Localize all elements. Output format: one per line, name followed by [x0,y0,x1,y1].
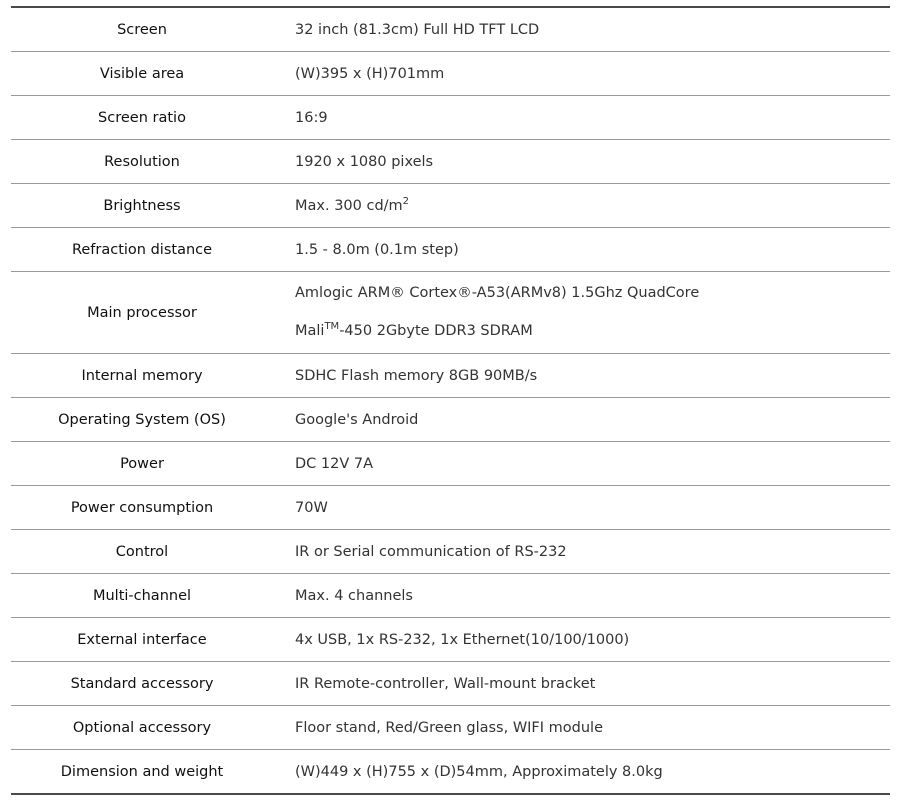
spec-row-multi-channel [11,574,890,618]
spec-value-line [295,322,890,341]
spec-row-external-interface [11,618,890,662]
spec-value: DC 12V 7A [273,442,890,486]
spec-row-control [11,530,890,574]
spec-label: Screen [11,7,273,52]
spec-row-optional-accessory [11,706,890,750]
superscript-text: 2 [402,195,410,207]
spec-value: (W)395 x (H)701mm [273,52,890,96]
spec-value: 1.5 - 8.0m (0.1m step) [273,228,890,272]
spec-label: Operating System (OS) [11,398,273,442]
spec-value: Google's Android [273,398,890,442]
spec-label: Screen ratio [11,96,273,140]
spec-label: Control [11,530,273,574]
spec-row-internal-memory [11,354,890,398]
spec-value: 70W [273,486,890,530]
spec-row-standard-accessory [11,662,890,706]
spec-row-visible-area [11,52,890,96]
spec-row-refraction-distance [11,228,890,272]
spec-label: Dimension and weight [60,763,224,780]
spec-label: Resolution [11,140,273,184]
spec-value [273,272,890,354]
spec-label: Standard accessory [11,662,273,706]
spec-value-text: -450 2Gbyte DDR3 SDRAM [339,323,533,339]
spec-value-text: Mali [295,323,325,339]
spec-label: Visible area [11,52,273,96]
spec-value: IR or Serial communication of RS-232 [273,530,890,574]
spec-row-power [11,442,890,486]
spec-value: (W)449 x (H)755 x (D)54mm, Approximately 8.0kg [295,763,663,780]
spec-label: Main processor [11,272,273,354]
spec-value: SDHC Flash memory 8GB 90MB/s [273,354,890,398]
spec-table [11,6,890,795]
spec-label: External interface [11,618,273,662]
spec-label: Refraction distance [11,228,273,272]
spec-value-text: Max. 300 cd/m [295,197,403,214]
spec-row-screen [11,7,890,52]
spec-label: Power consumption [11,486,273,530]
spec-row-brightness [11,184,890,228]
spec-value [273,184,890,228]
spec-row-operating-system [11,398,890,442]
spec-value: Max. 4 channels [273,574,890,618]
spec-label: Brightness [11,184,273,228]
superscript-text: TM [324,321,340,332]
spec-row-resolution [11,140,890,184]
spec-value: 16:9 [273,96,890,140]
spec-value: 1920 x 1080 pixels [273,140,890,184]
spec-row-power-consumption [11,486,890,530]
spec-value: IR Remote-controller, Wall-mount bracket [273,662,890,706]
spec-value-line: Amlogic ARM® Cortex®-A53(ARMv8) 1.5Ghz QuadCore [295,285,700,301]
spec-label: Internal memory [11,354,273,398]
spec-row-screen-ratio [11,96,890,140]
spec-value: Floor stand, Red/Green glass, WIFI module [273,706,890,750]
spec-row-dimension-weight [11,750,890,795]
spec-value: 4x USB, 1x RS-232, 1x Ethernet(10/100/1000) [273,618,890,662]
spec-label: Optional accessory [11,706,273,750]
spec-row-main-processor [11,272,890,354]
spec-label: Power [11,442,273,486]
spec-value: 32 inch (81.3cm) Full HD TFT LCD [273,7,890,52]
spec-label: Multi-channel [11,574,273,618]
